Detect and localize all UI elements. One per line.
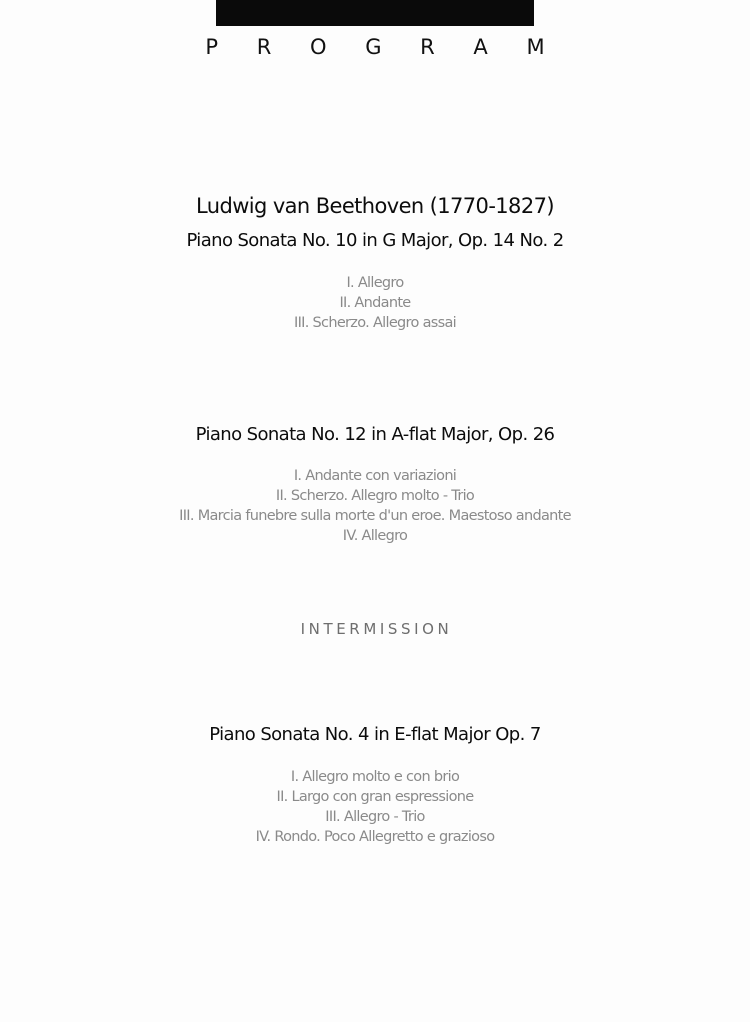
header-bar — [216, 0, 534, 26]
movement-list — [0, 767, 750, 847]
movement-list — [0, 273, 750, 333]
work-title: Piano Sonata No. 10 in G Major, Op. 14 No. 2 — [186, 230, 564, 251]
movement-item: III. Marcia funebre sulla morte d'un eroe. Maestoso andante — [179, 508, 571, 524]
movement-item: I. Andante con variazioni — [293, 468, 457, 484]
movement-item: I. Allegro molto e con brio — [290, 769, 460, 785]
movement-item: IV. Allegro — [342, 528, 408, 544]
movement-item: IV. Rondo. Poco Allegretto e grazioso — [255, 829, 495, 845]
movement-list — [0, 466, 750, 546]
composer-name: Ludwig van Beethoven (1770-1827) — [196, 194, 554, 218]
movement-item: II. Scherzo. Allegro molto - Trio — [275, 488, 475, 504]
intermission-label: INTERMISSION — [300, 620, 453, 638]
work-title: Piano Sonata No. 12 in A-flat Major, Op. 26 — [195, 424, 555, 445]
movement-item: II. Andante — [339, 295, 411, 311]
movement-item: III. Scherzo. Allegro assai — [294, 315, 456, 331]
page-title: P R O G R A M — [205, 35, 561, 59]
work-title: Piano Sonata No. 4 in E-flat Major Op. 7 — [209, 724, 541, 745]
movement-item: I. Allegro — [346, 275, 404, 291]
movement-item: III. Allegro - Trio — [325, 809, 425, 825]
movement-item: II. Largo con gran espressione — [276, 789, 474, 805]
